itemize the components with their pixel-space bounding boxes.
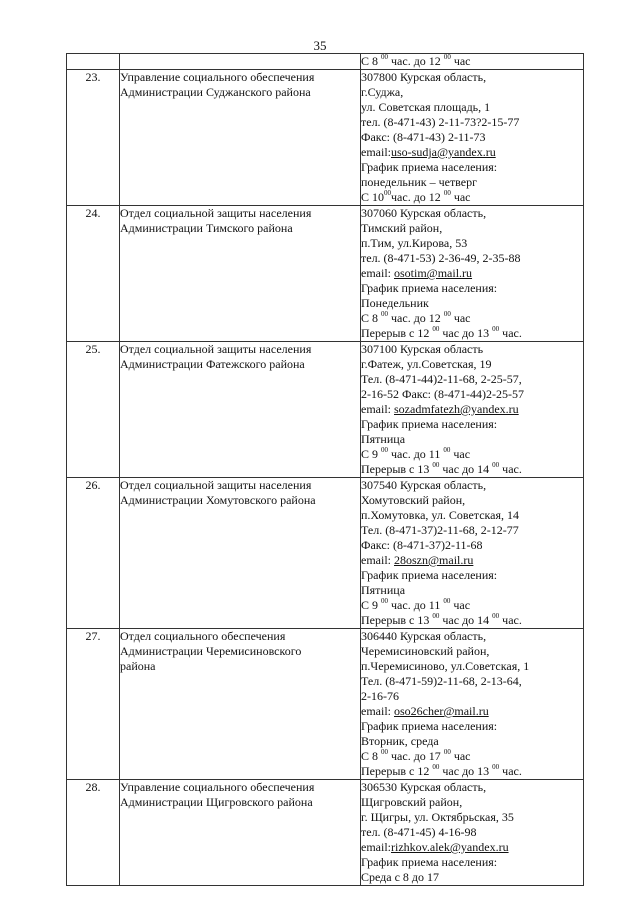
line-text: час. до 11 xyxy=(388,447,444,461)
contact-line xyxy=(361,342,583,357)
contact-line xyxy=(361,206,583,221)
line-text: График приема населения: xyxy=(361,281,498,295)
contact-line xyxy=(361,311,583,326)
superscript-minutes: 00 xyxy=(492,763,500,771)
contact-line xyxy=(361,795,583,810)
contact-line xyxy=(361,54,583,69)
contact-line xyxy=(361,825,583,840)
line-text: 306440 Курская область, xyxy=(361,629,487,643)
line-text: С 8 xyxy=(361,54,382,68)
contact-line xyxy=(361,780,583,795)
line-text: час. до 12 xyxy=(388,311,444,325)
organization-name-line: Администрации Щигровского района xyxy=(120,795,313,809)
email-line xyxy=(361,840,583,855)
superscript-minutes: 00 xyxy=(443,53,451,61)
contact-line xyxy=(361,130,583,145)
organization-name xyxy=(120,206,361,342)
table-row xyxy=(67,342,584,478)
line-text: email: xyxy=(361,840,391,854)
line-text: час xyxy=(450,598,471,612)
contact-line xyxy=(361,326,583,341)
line-text: час. до 12 xyxy=(388,54,444,68)
line-text: График приема населения: xyxy=(361,855,498,869)
email-link[interactable]: osotim@mail.ru xyxy=(394,266,473,280)
table-row xyxy=(67,629,584,780)
superscript-minutes: 00 xyxy=(381,446,389,454)
contact-line xyxy=(361,221,583,236)
line-text: час xyxy=(450,190,471,204)
line-text: email: xyxy=(361,402,394,416)
contact-line xyxy=(361,629,583,644)
row-number: 27. xyxy=(67,629,120,780)
superscript-minutes: 00 xyxy=(432,325,440,333)
email-link[interactable]: oso26cher@mail.ru xyxy=(394,704,489,718)
contact-line xyxy=(361,70,583,85)
contact-line xyxy=(361,598,583,613)
superscript-minutes: 00 xyxy=(443,310,451,318)
email-link[interactable]: rizhkov.alek@yandex.ru xyxy=(391,840,509,854)
line-text: 2-16-76 xyxy=(361,689,399,703)
line-text: 307060 Курская область, xyxy=(361,206,487,220)
line-text: час до 13 xyxy=(439,764,493,778)
line-text: 306530 Курская область, xyxy=(361,780,487,794)
line-text: С 9 xyxy=(361,598,382,612)
contact-line xyxy=(361,251,583,266)
row-number: 26. xyxy=(67,478,120,629)
table-row xyxy=(67,70,584,206)
contact-info xyxy=(361,478,584,629)
superscript-minutes: 00 xyxy=(432,763,440,771)
contact-line xyxy=(361,659,583,674)
contact-line xyxy=(361,734,583,749)
line-text: час. xyxy=(499,326,522,340)
line-text: 307100 Курская область xyxy=(361,342,484,356)
line-text: email: xyxy=(361,704,394,718)
contact-line xyxy=(361,674,583,689)
line-text: email: xyxy=(361,145,391,159)
organization-cell xyxy=(120,54,361,70)
contact-info xyxy=(361,342,584,478)
line-text: понедельник – четверг xyxy=(361,175,478,189)
contact-info xyxy=(361,629,584,780)
organization-name-line: Администрации Хомутовского района xyxy=(120,493,316,507)
line-text: График приема населения: xyxy=(361,568,498,582)
line-text: час. до 17 xyxy=(388,749,444,763)
organization-name-line: района xyxy=(120,659,156,673)
superscript-minutes: 00 xyxy=(381,310,389,318)
row-number: 28. xyxy=(67,780,120,886)
superscript-minutes: 00 xyxy=(443,597,451,605)
line-text: п.Черемисиново, ул.Советская, 1 xyxy=(361,659,530,673)
contact-line xyxy=(361,644,583,659)
line-text: Перерыв с 12 xyxy=(361,326,433,340)
contact-line xyxy=(361,508,583,523)
contact-line xyxy=(361,538,583,553)
contact-line xyxy=(361,523,583,538)
table-row xyxy=(67,206,584,342)
line-text: Факс: (8-471-43) 2-11-73 xyxy=(361,130,486,144)
contact-line xyxy=(361,855,583,870)
page-number: 35 xyxy=(313,38,327,53)
line-text: С 10 xyxy=(361,190,385,204)
organization-name-line: Управление социального обеспечения xyxy=(120,780,315,794)
contact-info xyxy=(361,70,584,206)
line-text: час. до 11 xyxy=(388,598,444,612)
superscript-minutes: 00 xyxy=(384,189,392,197)
line-text: час. xyxy=(499,764,522,778)
organization-name-line: Администрации Тимского района xyxy=(120,221,293,235)
row-number: 25. xyxy=(67,342,120,478)
organization-name xyxy=(120,342,361,478)
organization-name-line: Администрации Фатежского района xyxy=(120,357,305,371)
contact-line xyxy=(361,357,583,372)
line-text: Тел. (8-471-37)2-11-68, 2-12-77 xyxy=(361,523,519,537)
line-text: График приема населения: xyxy=(361,417,498,431)
line-text: п.Хомутовка, ул. Советская, 14 xyxy=(361,508,520,522)
superscript-minutes: 00 xyxy=(432,461,440,469)
line-text: час xyxy=(450,54,471,68)
contact-line xyxy=(361,85,583,100)
table-row xyxy=(67,478,584,629)
contact-line xyxy=(361,175,583,190)
organization-name xyxy=(120,780,361,886)
email-link[interactable]: 28oszn@mail.ru xyxy=(394,553,474,567)
contact-line xyxy=(361,764,583,779)
contact-info-cell xyxy=(361,54,584,70)
superscript-minutes: 00 xyxy=(492,461,500,469)
line-text: тел. (8-471-43) 2-11-73?2-15-77 xyxy=(361,115,520,129)
line-text: Пятница xyxy=(361,583,406,597)
line-text: г.Фатеж, ул.Советская, 19 xyxy=(361,357,492,371)
line-text: час. до 12 xyxy=(391,190,444,204)
email-link[interactable]: sozadmfatezh@yandex.ru xyxy=(394,402,519,416)
row-number: 23. xyxy=(67,70,120,206)
superscript-minutes: 00 xyxy=(381,53,389,61)
contact-line xyxy=(361,447,583,462)
organization-name-line: Администрации Суджанского района xyxy=(120,85,311,99)
line-text: Тел. (8-471-59)2-11-68, 2-13-64, xyxy=(361,674,522,688)
contact-line xyxy=(361,870,583,885)
line-text: час до 14 xyxy=(439,613,493,627)
contacts-table xyxy=(66,53,584,886)
table-row xyxy=(67,780,584,886)
contact-line xyxy=(361,387,583,402)
line-text: час xyxy=(450,311,471,325)
line-text: Перерыв с 13 xyxy=(361,462,433,476)
row-number: 24. xyxy=(67,206,120,342)
contact-line xyxy=(361,190,583,205)
superscript-minutes: 00 xyxy=(432,612,440,620)
line-text: 2-16-52 Факс: (8-471-44)2-25-57 xyxy=(361,387,524,401)
contact-info xyxy=(361,206,584,342)
superscript-minutes: 00 xyxy=(381,748,389,756)
line-text: тел. (8-471-45) 4-16-98 xyxy=(361,825,477,839)
line-text: Черемисиновский район, xyxy=(361,644,490,658)
organization-name-line: Отдел социальной защиты населения xyxy=(120,478,312,492)
superscript-minutes: 00 xyxy=(443,748,451,756)
contact-line xyxy=(361,493,583,508)
contact-line xyxy=(361,432,583,447)
contact-line xyxy=(361,281,583,296)
line-text: час. xyxy=(499,462,522,476)
organization-name-line: Администрации Черемисиновского xyxy=(120,644,302,658)
line-text: Тимский район, xyxy=(361,221,443,235)
line-text: Щигровский район, xyxy=(361,795,463,809)
superscript-minutes: 00 xyxy=(443,189,451,197)
line-text: час xyxy=(450,749,471,763)
line-text: График приема населения: xyxy=(361,719,498,733)
contact-line xyxy=(361,583,583,598)
contact-line xyxy=(361,417,583,432)
line-text: час до 14 xyxy=(439,462,493,476)
line-text: email: xyxy=(361,266,394,280)
contact-line xyxy=(361,478,583,493)
contact-line xyxy=(361,115,583,130)
contact-line xyxy=(361,100,583,115)
organization-name-line: Управление социального обеспечения xyxy=(120,70,315,84)
line-text: час. xyxy=(499,613,522,627)
contact-line xyxy=(361,236,583,251)
superscript-minutes: 00 xyxy=(443,446,451,454)
email-line xyxy=(361,553,583,568)
email-line xyxy=(361,402,583,417)
line-text: 307540 Курская область, xyxy=(361,478,487,492)
contact-line xyxy=(361,462,583,477)
line-text: Перерыв с 13 xyxy=(361,613,433,627)
table-row-continuation xyxy=(67,54,584,70)
line-text: г.Суджа, xyxy=(361,85,404,99)
line-text: ул. Советская площадь, 1 xyxy=(361,100,491,114)
contact-line xyxy=(361,749,583,764)
line-text: п.Тим, ул.Кирова, 53 xyxy=(361,236,468,250)
contact-line xyxy=(361,689,583,704)
email-line xyxy=(361,704,583,719)
contact-line xyxy=(361,568,583,583)
line-text: С 8 xyxy=(361,311,382,325)
line-text: час до 13 xyxy=(439,326,493,340)
email-line xyxy=(361,145,583,160)
line-text: Тел. (8-471-44)2-11-68, 2-25-57, xyxy=(361,372,522,386)
contact-line xyxy=(361,160,583,175)
line-text: Среда с 8 до 17 xyxy=(361,870,440,884)
superscript-minutes: 00 xyxy=(381,597,389,605)
contact-line xyxy=(361,810,583,825)
organization-name xyxy=(120,70,361,206)
contact-line xyxy=(361,613,583,628)
line-text: час xyxy=(450,447,471,461)
organization-name-line: Отдел социального обеспечения xyxy=(120,629,286,643)
email-link[interactable]: uso-sudja@yandex.ru xyxy=(391,145,496,159)
row-number-cell xyxy=(67,54,120,70)
line-text: Понедельник xyxy=(361,296,429,310)
contact-line xyxy=(361,372,583,387)
line-text: Пятница xyxy=(361,432,406,446)
organization-name-line: Отдел социальной защиты населения xyxy=(120,206,312,220)
contact-line xyxy=(361,296,583,311)
superscript-minutes: 00 xyxy=(492,612,500,620)
line-text: тел. (8-471-53) 2-36-49, 2-35-88 xyxy=(361,251,521,265)
line-text: email: xyxy=(361,553,394,567)
superscript-minutes: 00 xyxy=(492,325,500,333)
contact-info xyxy=(361,780,584,886)
line-text: Вторник, среда xyxy=(361,734,439,748)
line-text: г. Щигры, ул. Октябрьская, 35 xyxy=(361,810,514,824)
organization-name xyxy=(120,629,361,780)
email-line xyxy=(361,266,583,281)
line-text: Перерыв с 12 xyxy=(361,764,433,778)
organization-name xyxy=(120,478,361,629)
organization-name-line: Отдел социальной защиты населения xyxy=(120,342,312,356)
line-text: График приема населения: xyxy=(361,160,498,174)
line-text: Хомутовский район, xyxy=(361,493,466,507)
line-text: С 8 xyxy=(361,749,382,763)
line-text: С 9 xyxy=(361,447,382,461)
line-text: 307800 Курская область, xyxy=(361,70,487,84)
line-text: Факс: (8-471-37)2-11-68 xyxy=(361,538,483,552)
contact-line xyxy=(361,719,583,734)
